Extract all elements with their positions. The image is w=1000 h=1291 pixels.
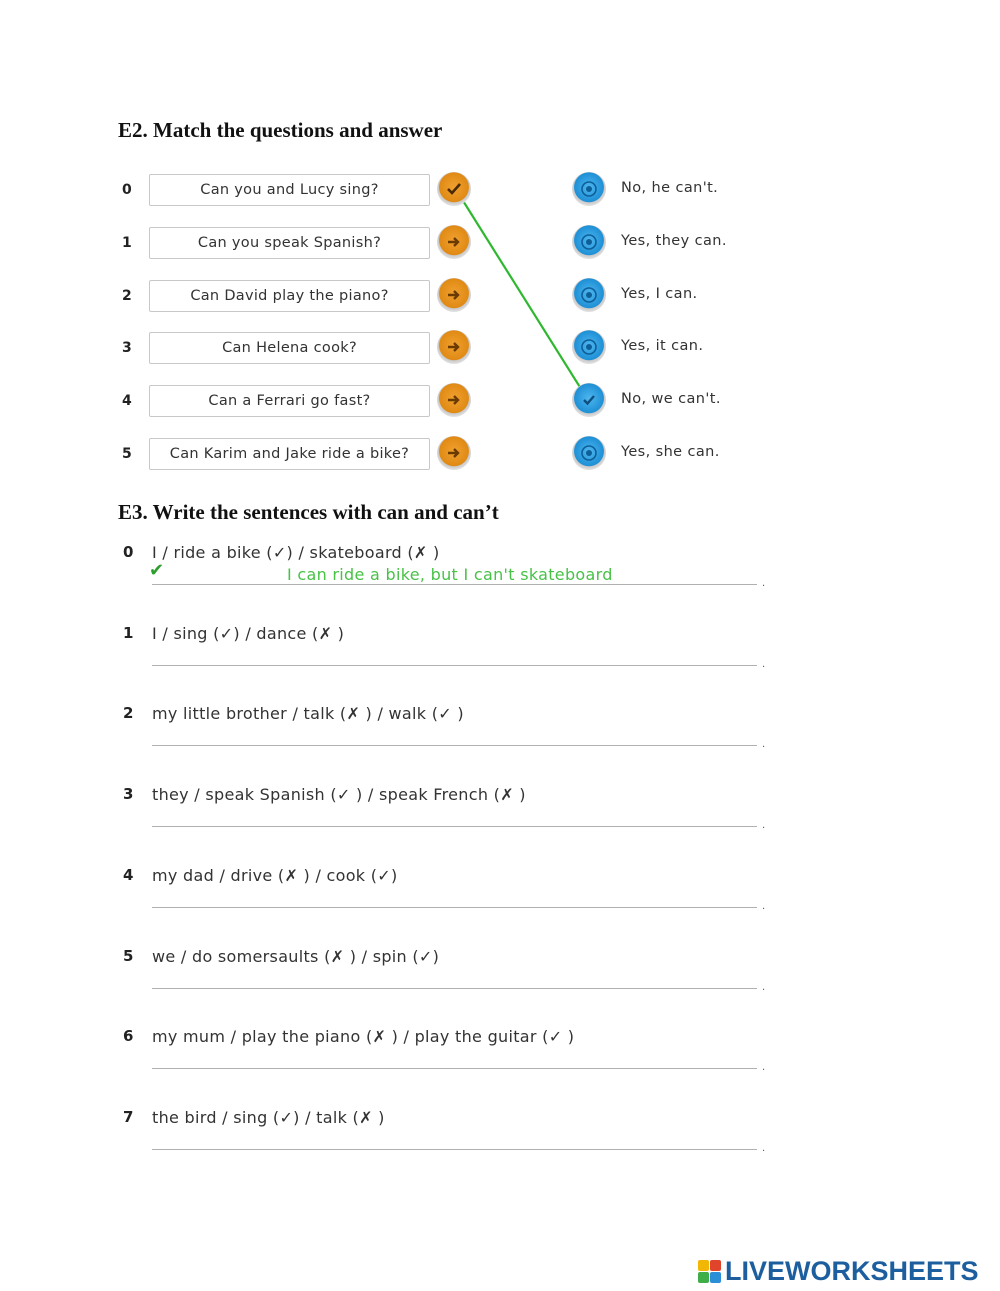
answer-connector-button[interactable] (572, 225, 606, 259)
writing-item (0, 543, 1000, 613)
line-end-dot: . (762, 1143, 766, 1154)
item-prompt: I / sing (✓) / dance (✗ ) (152, 624, 345, 643)
line-end-dot: . (762, 901, 766, 912)
item-prompt: we / do somersaults (✗ ) / spin (✓) (152, 947, 440, 966)
item-number: 1 (123, 624, 134, 642)
writing-item (0, 624, 1000, 694)
row-number: 1 (122, 235, 132, 251)
correct-check-icon: ✔ (149, 560, 165, 581)
match-row (0, 225, 1000, 265)
arrow-right-icon (445, 391, 463, 409)
question-box: Can a Ferrari go fast? (149, 385, 430, 417)
liveworksheets-logo (698, 1256, 979, 1286)
match-row (0, 436, 1000, 476)
question-box: Can you speak Spanish? (149, 227, 430, 259)
row-number: 2 (122, 288, 132, 304)
arrow-right-icon (445, 444, 463, 462)
item-number: 5 (123, 947, 134, 965)
line-end-dot: . (762, 578, 766, 589)
item-prompt: my little brother / talk (✗ ) / walk (✓ ) (152, 704, 464, 723)
writing-item (0, 866, 1000, 936)
item-number: 6 (123, 1027, 134, 1045)
writing-item (0, 1108, 1000, 1178)
answer-text: No, we can't. (621, 391, 721, 407)
arrow-right-icon (445, 286, 463, 304)
writing-item (0, 704, 1000, 774)
row-number: 3 (122, 340, 132, 356)
logo-blocks-icon (698, 1260, 721, 1283)
question-connector-button[interactable] (437, 436, 471, 470)
answer-connector-button[interactable] (572, 436, 606, 470)
answer-line[interactable] (152, 745, 757, 746)
match-row (0, 278, 1000, 318)
writing-item (0, 947, 1000, 1017)
row-number: 5 (122, 446, 132, 462)
target-icon (580, 444, 598, 462)
answer-field[interactable]: I can ride a bike, but I can't skateboard (287, 565, 613, 584)
question-connector-button[interactable] (437, 278, 471, 312)
match-row (0, 383, 1000, 423)
match-row (0, 172, 1000, 212)
question-connector-button[interactable] (437, 225, 471, 259)
writing-item (0, 785, 1000, 855)
answer-line[interactable] (152, 665, 757, 666)
line-end-dot: . (762, 739, 766, 750)
item-prompt: I / ride a bike (✓) / skateboard (✗ ) (152, 543, 440, 562)
logo-text: LIVEWORKSHEETS (725, 1255, 979, 1286)
question-connector-button[interactable] (437, 172, 471, 206)
line-end-dot: . (762, 982, 766, 993)
writing-item (0, 1027, 1000, 1097)
target-icon (580, 233, 598, 251)
answer-line[interactable] (152, 1068, 757, 1069)
row-number: 4 (122, 393, 132, 409)
item-prompt: my dad / drive (✗ ) / cook (✓) (152, 866, 398, 885)
item-number: 2 (123, 704, 134, 722)
answer-text: Yes, I can. (621, 286, 698, 302)
answer-line[interactable] (152, 907, 757, 908)
item-number: 3 (123, 785, 134, 803)
item-prompt: the bird / sing (✓) / talk (✗ ) (152, 1108, 385, 1127)
line-end-dot: . (762, 659, 766, 670)
question-box: Can you and Lucy sing? (149, 174, 430, 206)
section-e2-title: E2. Match the questions and answer (118, 118, 443, 142)
check-icon (580, 391, 598, 409)
question-box: Can David play the piano? (149, 280, 430, 312)
match-row (0, 330, 1000, 370)
section-e3-title: E3. Write the sentences with can and can’t (118, 500, 499, 524)
question-connector-button[interactable] (437, 383, 471, 417)
question-connector-button[interactable] (437, 330, 471, 364)
answer-text: Yes, she can. (621, 444, 720, 460)
arrow-right-icon (445, 338, 463, 356)
line-end-dot: . (762, 820, 766, 831)
answer-line[interactable] (152, 826, 757, 827)
target-icon (580, 180, 598, 198)
answer-text: No, he can't. (621, 180, 719, 196)
answer-connector-button[interactable] (572, 383, 606, 417)
question-box: Can Helena cook? (149, 332, 430, 364)
answer-line[interactable] (152, 584, 757, 585)
line-end-dot: . (762, 1062, 766, 1073)
row-number: 0 (122, 182, 132, 198)
answer-line[interactable] (152, 1149, 757, 1150)
answer-connector-button[interactable] (572, 278, 606, 312)
item-number: 7 (123, 1108, 134, 1126)
question-box: Can Karim and Jake ride a bike? (149, 438, 430, 470)
target-icon (580, 286, 598, 304)
answer-line[interactable] (152, 988, 757, 989)
check-icon (445, 180, 463, 198)
item-number: 0 (123, 543, 134, 561)
target-icon (580, 338, 598, 356)
answer-connector-button[interactable] (572, 330, 606, 364)
item-number: 4 (123, 866, 134, 884)
item-prompt: my mum / play the piano (✗ ) / play the guitar (✓ ) (152, 1027, 575, 1046)
item-prompt: they / speak Spanish (✓ ) / speak French (✗ ) (152, 785, 526, 804)
answer-connector-button[interactable] (572, 172, 606, 206)
arrow-right-icon (445, 233, 463, 251)
answer-text: Yes, it can. (621, 338, 704, 354)
answer-text: Yes, they can. (621, 233, 727, 249)
